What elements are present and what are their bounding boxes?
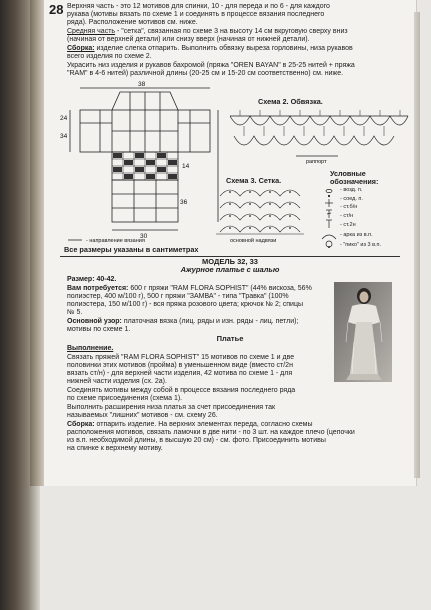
slip-stitch-icon	[328, 195, 330, 197]
execution-text: нижней части изделия (сх. 2а).	[67, 378, 167, 385]
base-row-label: основной надвязи	[230, 238, 277, 244]
mesh-text: - "сетка", связанная по схеме 3 на высоту 14 см вкруговую сверху вниз	[115, 28, 348, 35]
pattern-label: Основной узор:	[67, 318, 122, 325]
extension-text: Выполнить расширения низа платья за счет присоединения так	[67, 404, 276, 411]
page-spine	[30, 0, 44, 486]
arch-icon	[322, 235, 336, 239]
materials-text: полиэстера, 150 м/100 г) - вся пряжа розового цвета; крючок № 2; спицы	[67, 301, 303, 308]
pattern-text: платочная вязка (лиц. ряды и изн. ряды - лиц. петли);	[121, 318, 299, 325]
final-assembly-text: отпарить изделие. На верхних элементах переда, согласно схемы	[94, 421, 313, 428]
model-header: МОДЕЛЬ 32, 33	[202, 257, 258, 266]
scheme2-diagram	[228, 106, 410, 164]
intro-line: ряда). Расположение мотивов см. ниже.	[67, 19, 198, 26]
execution-text: половинки этих мотивов (пройма) в уменьшенном виде (вместо ст/2н	[67, 362, 293, 369]
legend-title: обозначения:	[330, 177, 379, 186]
final-assembly-text: из в.п. необходимой длины, в высшую 20 см) - см. фото. Присоединить мотивы	[67, 437, 326, 444]
chain-stitch-icon	[326, 189, 332, 192]
materials-text: 600 г пряжи "RAM FLORA SOPHIST" (44% вискоза, 56%	[128, 285, 312, 292]
execution-label: Выполнение.	[67, 345, 114, 352]
model-photo	[334, 282, 392, 382]
rapport-label: раппорт	[306, 159, 327, 164]
legend-item: - ст/н	[340, 213, 354, 219]
pattern-paragraph	[67, 318, 298, 326]
scheme2-title: Схема 2. Обвязка.	[258, 97, 323, 106]
legend-item: - соед. п.	[340, 196, 363, 202]
legend-title: Условные	[330, 169, 366, 178]
materials-text: полиэстер, 400 м/100 г), 500 г пряжи "ЗАМВА" - типа "Травка" (100%	[67, 293, 289, 300]
final-assembly-text: на спинке к верхнему мотиву.	[67, 445, 163, 452]
materials-paragraph	[67, 285, 312, 293]
dimension-label: 14	[182, 163, 190, 170]
intro-line: Верхняя часть - это 12 мотивов для спинки, 10 - для переда и по 6 - для каждого	[67, 3, 330, 10]
page-edge	[414, 12, 420, 478]
legend-item: - арка из в.п.	[340, 232, 373, 238]
assembly-text: изделие слегка отпарить. Выполнить обвязку выреза горловины, низа рукавов	[94, 45, 353, 52]
legend-item: - ст.2н	[340, 222, 356, 228]
picot-icon	[318, 240, 340, 250]
intro-line: рукава (мотивы вязать по схеме 1 и соединять в процессе вязания последнего	[67, 11, 325, 18]
legend-item: - "пико" из 3 в.п.	[340, 242, 382, 248]
model-subheader: Ажурное платье с шалью	[180, 265, 280, 274]
materials-text: № 5.	[67, 309, 83, 316]
assembly-paragraph	[67, 45, 353, 53]
final-assembly-text: расположения мотивов, связать ламочки в две нити - по 3 шт. на каждое плечо (цепочки	[67, 429, 355, 436]
mesh-paragraph	[67, 28, 348, 36]
size-label: Размер: 40-42.	[67, 276, 117, 283]
dimension-label: 24	[60, 115, 68, 122]
assembly-label: Сборка:	[67, 45, 95, 52]
fringe-text: "RAM" в 4-6 нитей) различной длины (20-25 см и 15-20 см соответственно) см. ниже.	[67, 70, 344, 77]
assembly-text: всего изделия по схеме 2.	[67, 53, 152, 60]
dress-header: Платье	[216, 334, 244, 343]
scheme3-title: Схема 3. Сетка.	[226, 176, 282, 185]
joining-text: по схеме присоединения (схема 1).	[67, 395, 183, 402]
fringe-text: Украсить низ изделия и рукавов бахромой (пряжа "OREN BAYAN" в 25-25 нитей + пряжа	[67, 62, 355, 69]
joining-text: Соединять мотивы между собой в процессе вязания последнего ряда	[67, 387, 296, 394]
execution-text: вязать ст/н) - для верхней части изделия, 42 мотива по схеме 1 - для	[67, 370, 293, 377]
materials-label: Вам потребуется:	[67, 285, 129, 292]
final-assembly-paragraph	[67, 421, 313, 429]
dimension-label: 30	[140, 233, 148, 240]
legend-item: - ст.б/н	[340, 204, 358, 210]
pattern-text: мотивы по схеме 1.	[67, 326, 131, 333]
legend-symbols	[318, 187, 340, 247]
extension-text: называемых "лишних" мотивов - см. схему 26.	[67, 412, 218, 419]
dimension-label: 36	[180, 199, 188, 206]
legend-item: - возд. п.	[340, 187, 363, 193]
execution-text: Связать пряжей "RAM FLORA SOPHIST" 15 мотивов по схеме 1 и две	[67, 354, 295, 361]
dimension-label: 34	[60, 133, 68, 140]
direction-label: - направление вязания	[86, 238, 145, 244]
page-number: 28	[49, 2, 64, 17]
mesh-label: Средняя часть	[67, 28, 116, 35]
dimension-label: 38	[138, 81, 146, 88]
final-assembly-label: Сборка:	[67, 421, 95, 428]
scheme3-diagram	[214, 186, 308, 244]
sizes-note: Все размеры указаны в сантиметрах	[64, 245, 199, 254]
mesh-text: (начиная от верхней детали) или снизу вверх (начиная от нижней детали).	[67, 36, 310, 43]
garment-schematic	[60, 80, 225, 248]
